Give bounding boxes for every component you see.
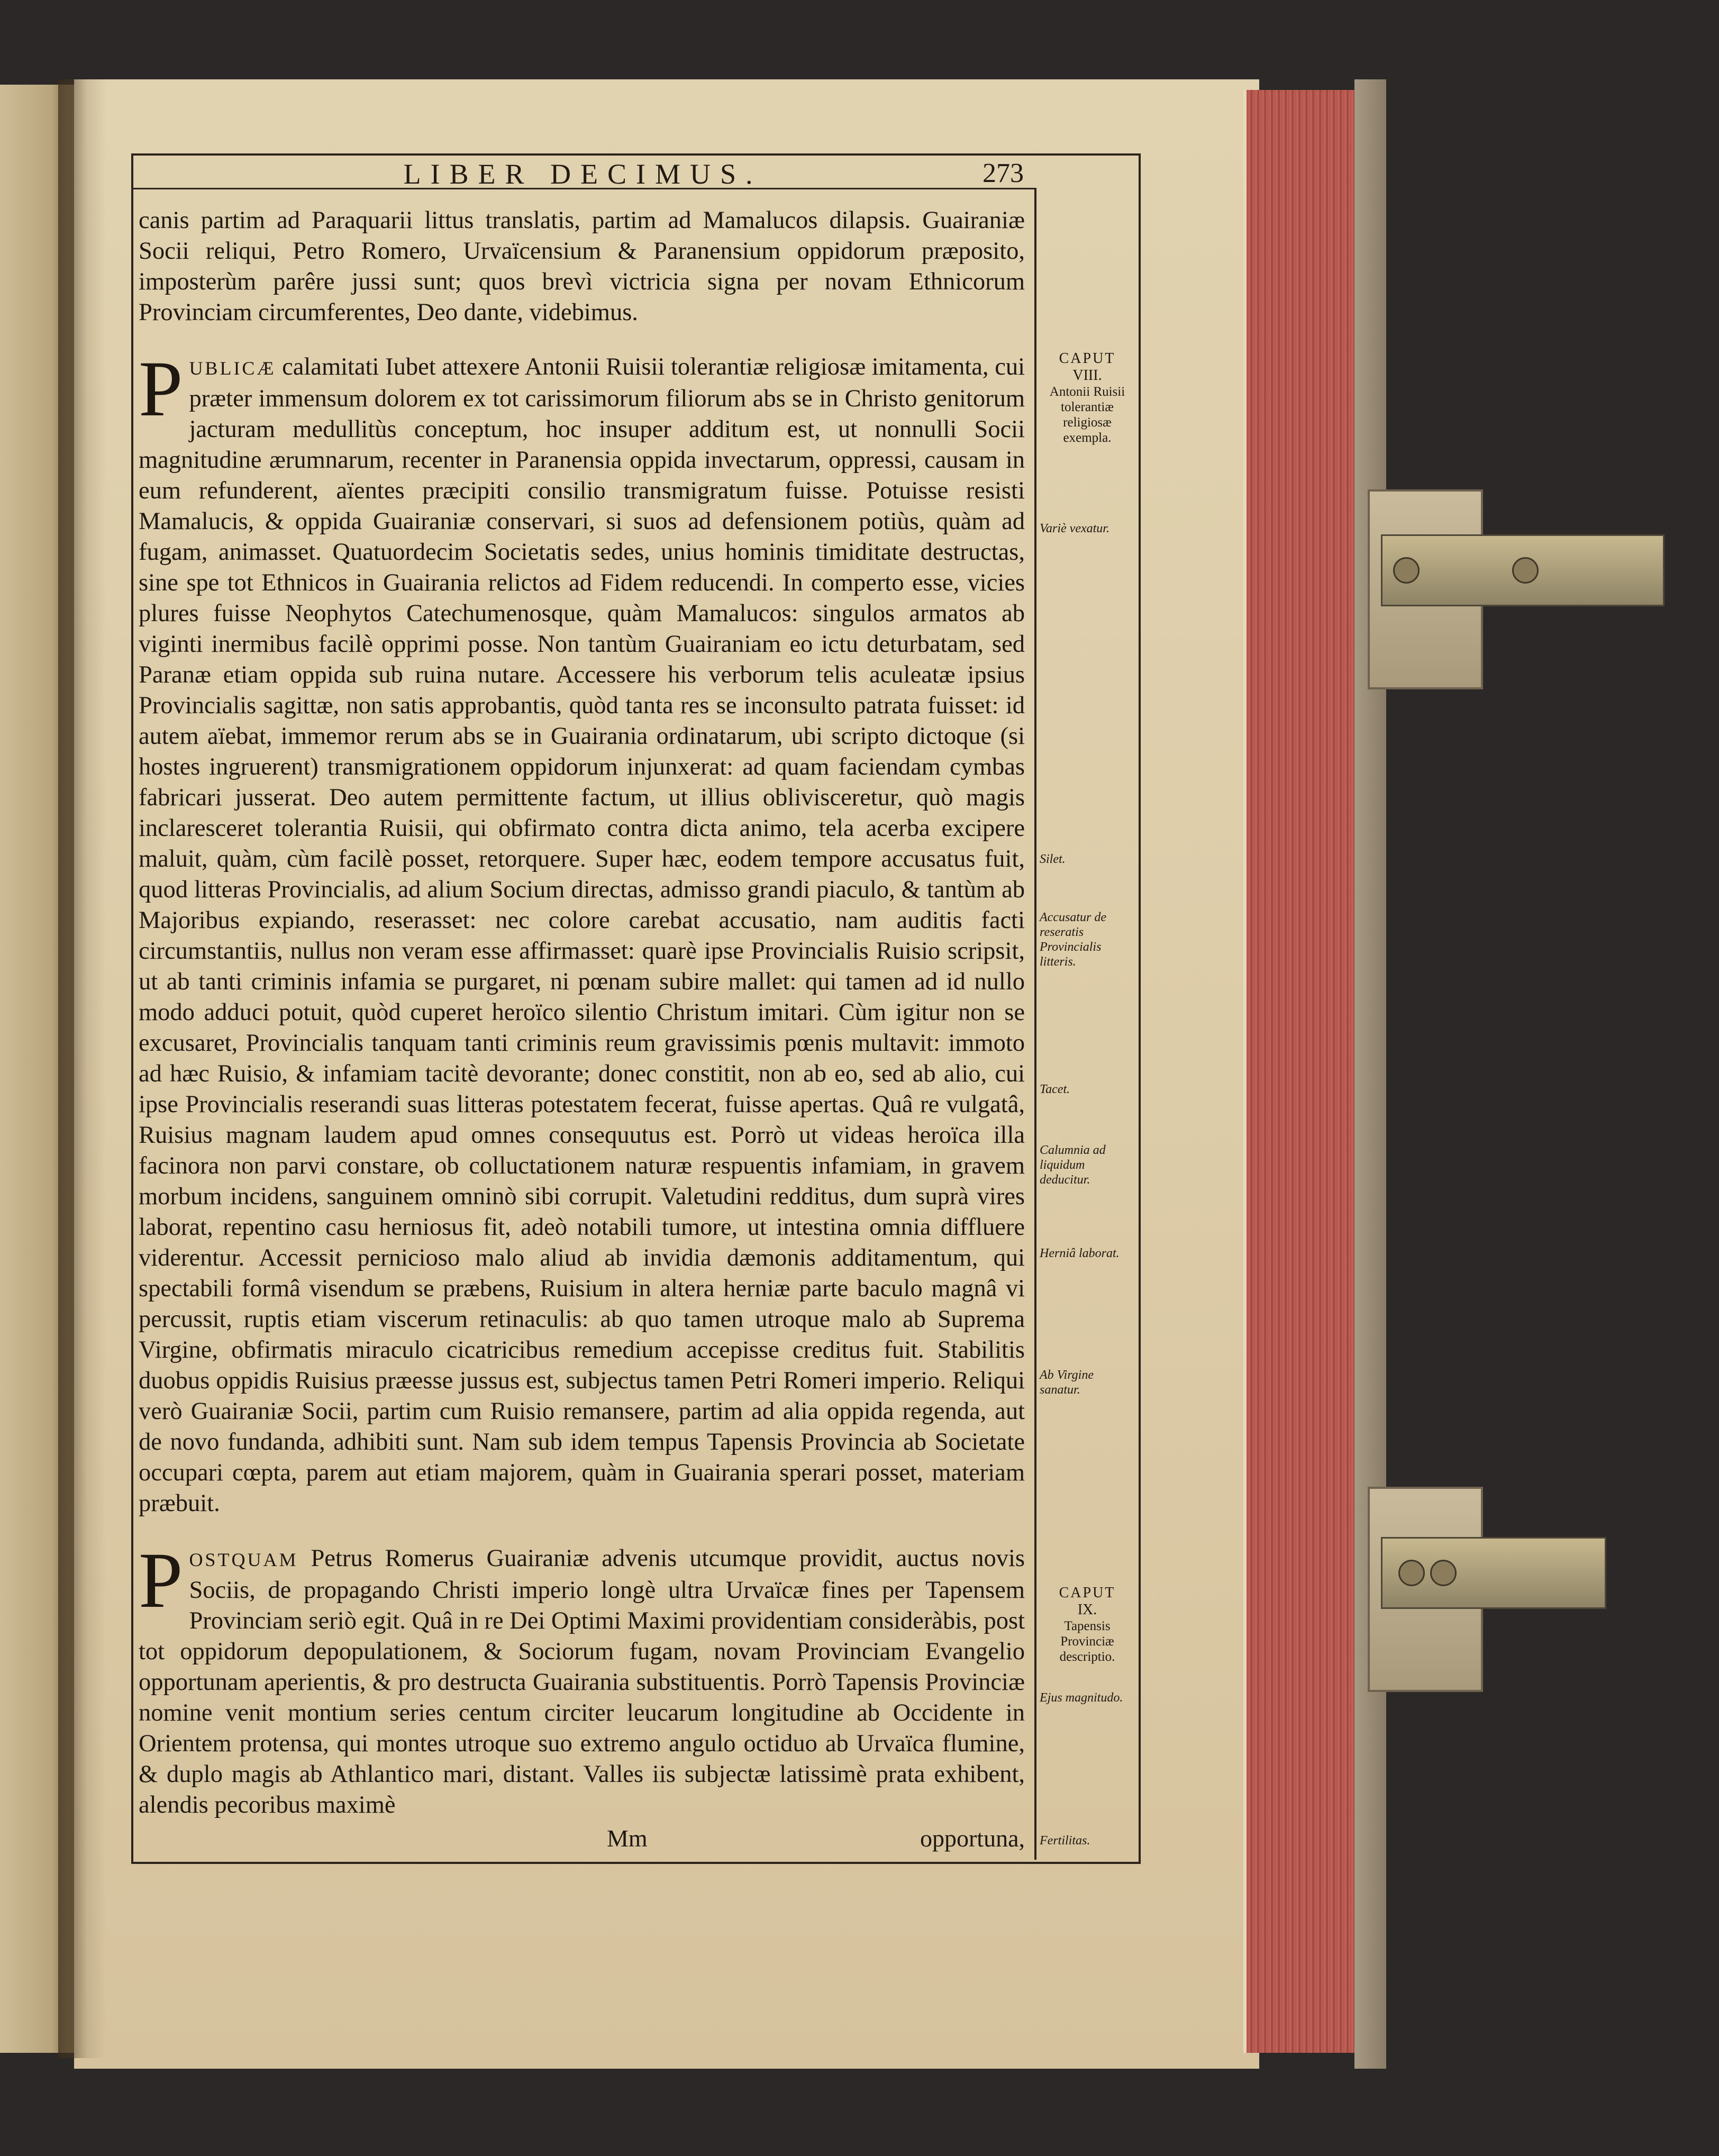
caput-label: CAPUT xyxy=(1059,350,1116,367)
margin-note: Tacet. xyxy=(1040,1082,1070,1096)
lower-clasp-metal xyxy=(1381,1537,1606,1609)
paragraph-postquam xyxy=(139,1536,1025,1821)
caput-number: VIII. xyxy=(1072,367,1102,384)
paragraph-text: canis partim ad Paraquarii littus translatis, partim ad Mamalucos dilapsis. Guairaniæ Socii reliqui, Petro Romero, Urvaïcensium & Paranensium oppidorum præposito, imposterùm parêre jussi sunt; quos brevì victricia signa per novam Ethnicorum Provinciam circumferentes, Deo dante, videbimus. xyxy=(139,207,1025,326)
caput-description: Tapensis Provinciæ descriptio. xyxy=(1059,1619,1115,1664)
caput-number: IX. xyxy=(1077,1602,1097,1618)
paragraph-continuation xyxy=(139,205,1025,328)
margin-note: Herniâ laborat. xyxy=(1040,1247,1120,1260)
gathering-signature: Mm xyxy=(607,1825,648,1852)
margin-column-rule xyxy=(1034,188,1036,1860)
margin-note: Ejus magnitudo. xyxy=(1040,1691,1123,1705)
margin-note: Calumnia ad liquidum deducitur. xyxy=(1040,1143,1106,1187)
margin-note: Fertilitas. xyxy=(1040,1834,1090,1848)
book-gutter xyxy=(58,79,106,2058)
small-caps-lead: UBLICÆ xyxy=(189,358,276,379)
paragraph-text: calamitati Iubet attexere Antonii Ruisii tolerantiæ religiosæ imitamenta, cui præter immensum dolorem ex tot carissimorum filiorum abs se in Christo genitorum jacturam medullitùs conceptum, hoc insuper additum est, ut nonnulli Socii magnitudine ærumnarum, recenter in Paranensia oppida invectarum, oppressi, causam in eum refunderent, aïentes præcipiti consilio transmigratum fuisse. Potuisse resisti Mamalucis, & oppida Guairaniæ conservari, si suos ad defensionem potiùs, quàm ad fugam, animasset. Quatuordecim Societatis sedes, unius hominis timiditate destructas, sine spe tot Ethnicos in Guairania relictos ad Fidem reducendi. In comperto esse, vicies plures fuisse Neophytos Catechumenosque, quàm Mamalucos: singulos armatos ab viginti inermibus facilè opprimi posse. Non tantùm Guairaniam eo ictu deturbatam, sed Paranæ etiam oppida sub ruina nutare. Accessere his verborum telis aculeatæ ipsius Provincialis sagittæ, non satis approbantis, quòd tanta res se inconsulto patrata fuisset: id autem aïebat, immemor rerum abs se in Guairania ordinatarum, ubi scripto dictoque (si hostes ingruerent) transmigrationem oppidorum injunxerat: ad quam faciendam cymbas fabricari jusserat. Deo autem permittente factum, ut illius oblivisceretur, quò magis inclaresceret tolerantia Ruisii, qui obfirmato contra dicta animo, tela acerba excipere maluit, quàm, cùm facilè posset, retorquere. Super hæc, eodem tempore accusatus fuit, quod litteras Provincialis, ad alium Socium directas, admisso grandi piaculo, & tantùm ab Majoribus expiando, reserasset: nec colore carebat accusatio, nam auditis facti circumstantiis, nullus non veram esse affirmasset: quarè ipse Provincialis Ruisio scripsit, ut ab tanti criminis infamia se purgaret, ni pœnam subire mallet: qui tamen ad id nullo modo adduci potuit, quòd cuperet heroïco silentio Christum imitari. Cùm igitur non se excusaret, Provincialis tanquam tanti criminis reum gravissimis pœnis multavit: immoto ad hæc Ruisio, & infamiam tacitè devorante; donec constitit, non ab eo, sed ab alio, cui ipse Provincialis reserandi suas litteras potestatem fecerat, fuisse apertas. Quâ re vulgatâ, Ruisius magnam laudem apud omnes consequutus est. Porrò ut videas heroïca illa facinora non parvi constare, ob colluctationem naturæ respuentis infamiam, in gravem morbum incidens, sanguinem omninò sibi corrupit. Valetudini redditus, dum suprà vires laborat, repentino casu herniosus fit, adeò notabili tumore, ut intestina omnia diffluere viderentur. Accessit pernicioso malo aliud ab invidia dæmonis additamentum, qui spectabili formâ visendum se præbens, Ruisium in altera herniæ parte baculo magnâ vi percussit, ruptis etiam viscerum retinaculis: ab quo tamen utroque malo ab Suprema Virgine, obfirmatis miraculo cicatricibus remedium accepisse creditus fuit. Stabilitis duobus oppidis Ruisius præesse jussus est, subjectus tamen Petri Romeri imperio. Reliqui verò Guairaniæ Socii, partim cum Ruisio remansere, partim ad alia oppida regenda, aut de novo fundanda, adhibiti sunt. Nam sub idem tempus Tapensis Provincia ab Societate occupari cœpta, parem aut etiam majorem, quàm in Guairania sperari posset, materiam præbuit. xyxy=(139,353,1025,1517)
margin-note: Variè vexatur. xyxy=(1040,522,1109,535)
margin-note: Ab Virgine sanatur. xyxy=(1040,1368,1094,1397)
drop-cap-initial: P xyxy=(139,345,183,433)
upper-clasp-metal xyxy=(1381,534,1665,606)
margin-note: Silet. xyxy=(1040,852,1066,866)
page-number: 273 xyxy=(983,158,1024,188)
margin-note: Accusatur de reseratis Provincialis litteris. xyxy=(1040,911,1106,969)
main-text-column xyxy=(139,205,1025,1821)
rivet-icon xyxy=(1512,557,1539,584)
caput-heading-9 xyxy=(1040,1585,1135,1664)
caput-label: CAPUT xyxy=(1059,1585,1116,1601)
rivet-icon xyxy=(1393,557,1420,584)
running-header xyxy=(131,158,1034,189)
red-page-edges xyxy=(1243,90,1358,2053)
paragraph-publicae xyxy=(139,345,1025,1519)
paragraph-text: Petrus Romerus Guairaniæ advenis utcumque providit, auctus novis Sociis, de propagando Christi imperio longè ultra Urvaïcæ fines per Tapensem Provinciam seriò egit. Quâ in re Dei Optimi Maximi providentiam consideràbis, post tot oppidorum depopulationem, & Sociorum fugam, novam Provinciam Evangelio opportunam aperientis, & pro destructa Guairania substituentis. Porrò Tapensis Provinciæ nomine venit montium series centum circiter leucarum longitudine ab Occidente in Orientem protensa, qui montes utroque suo extremo angulo octiduo ab Urvaïca flumine, & duplo magis ab Athlantico mari, distant. Valles iis subjectæ latissimè prata exhibent, alendis pecoribus maximè xyxy=(139,1545,1025,1818)
drop-cap-initial: P xyxy=(139,1536,183,1624)
small-caps-lead: OSTQUAM xyxy=(189,1549,298,1570)
rivet-icon xyxy=(1430,1560,1457,1586)
page-footer xyxy=(139,1824,1025,1856)
catchword: opportuna, xyxy=(920,1825,1025,1852)
rivet-icon xyxy=(1398,1560,1425,1586)
caput-heading-8 xyxy=(1040,350,1135,445)
caput-description: Antonii Ruisii tolerantiæ religiosæ exempla. xyxy=(1049,385,1125,445)
book-cover-edge xyxy=(1354,79,1386,2069)
running-title: LIBER DECIMUS. xyxy=(403,158,762,190)
